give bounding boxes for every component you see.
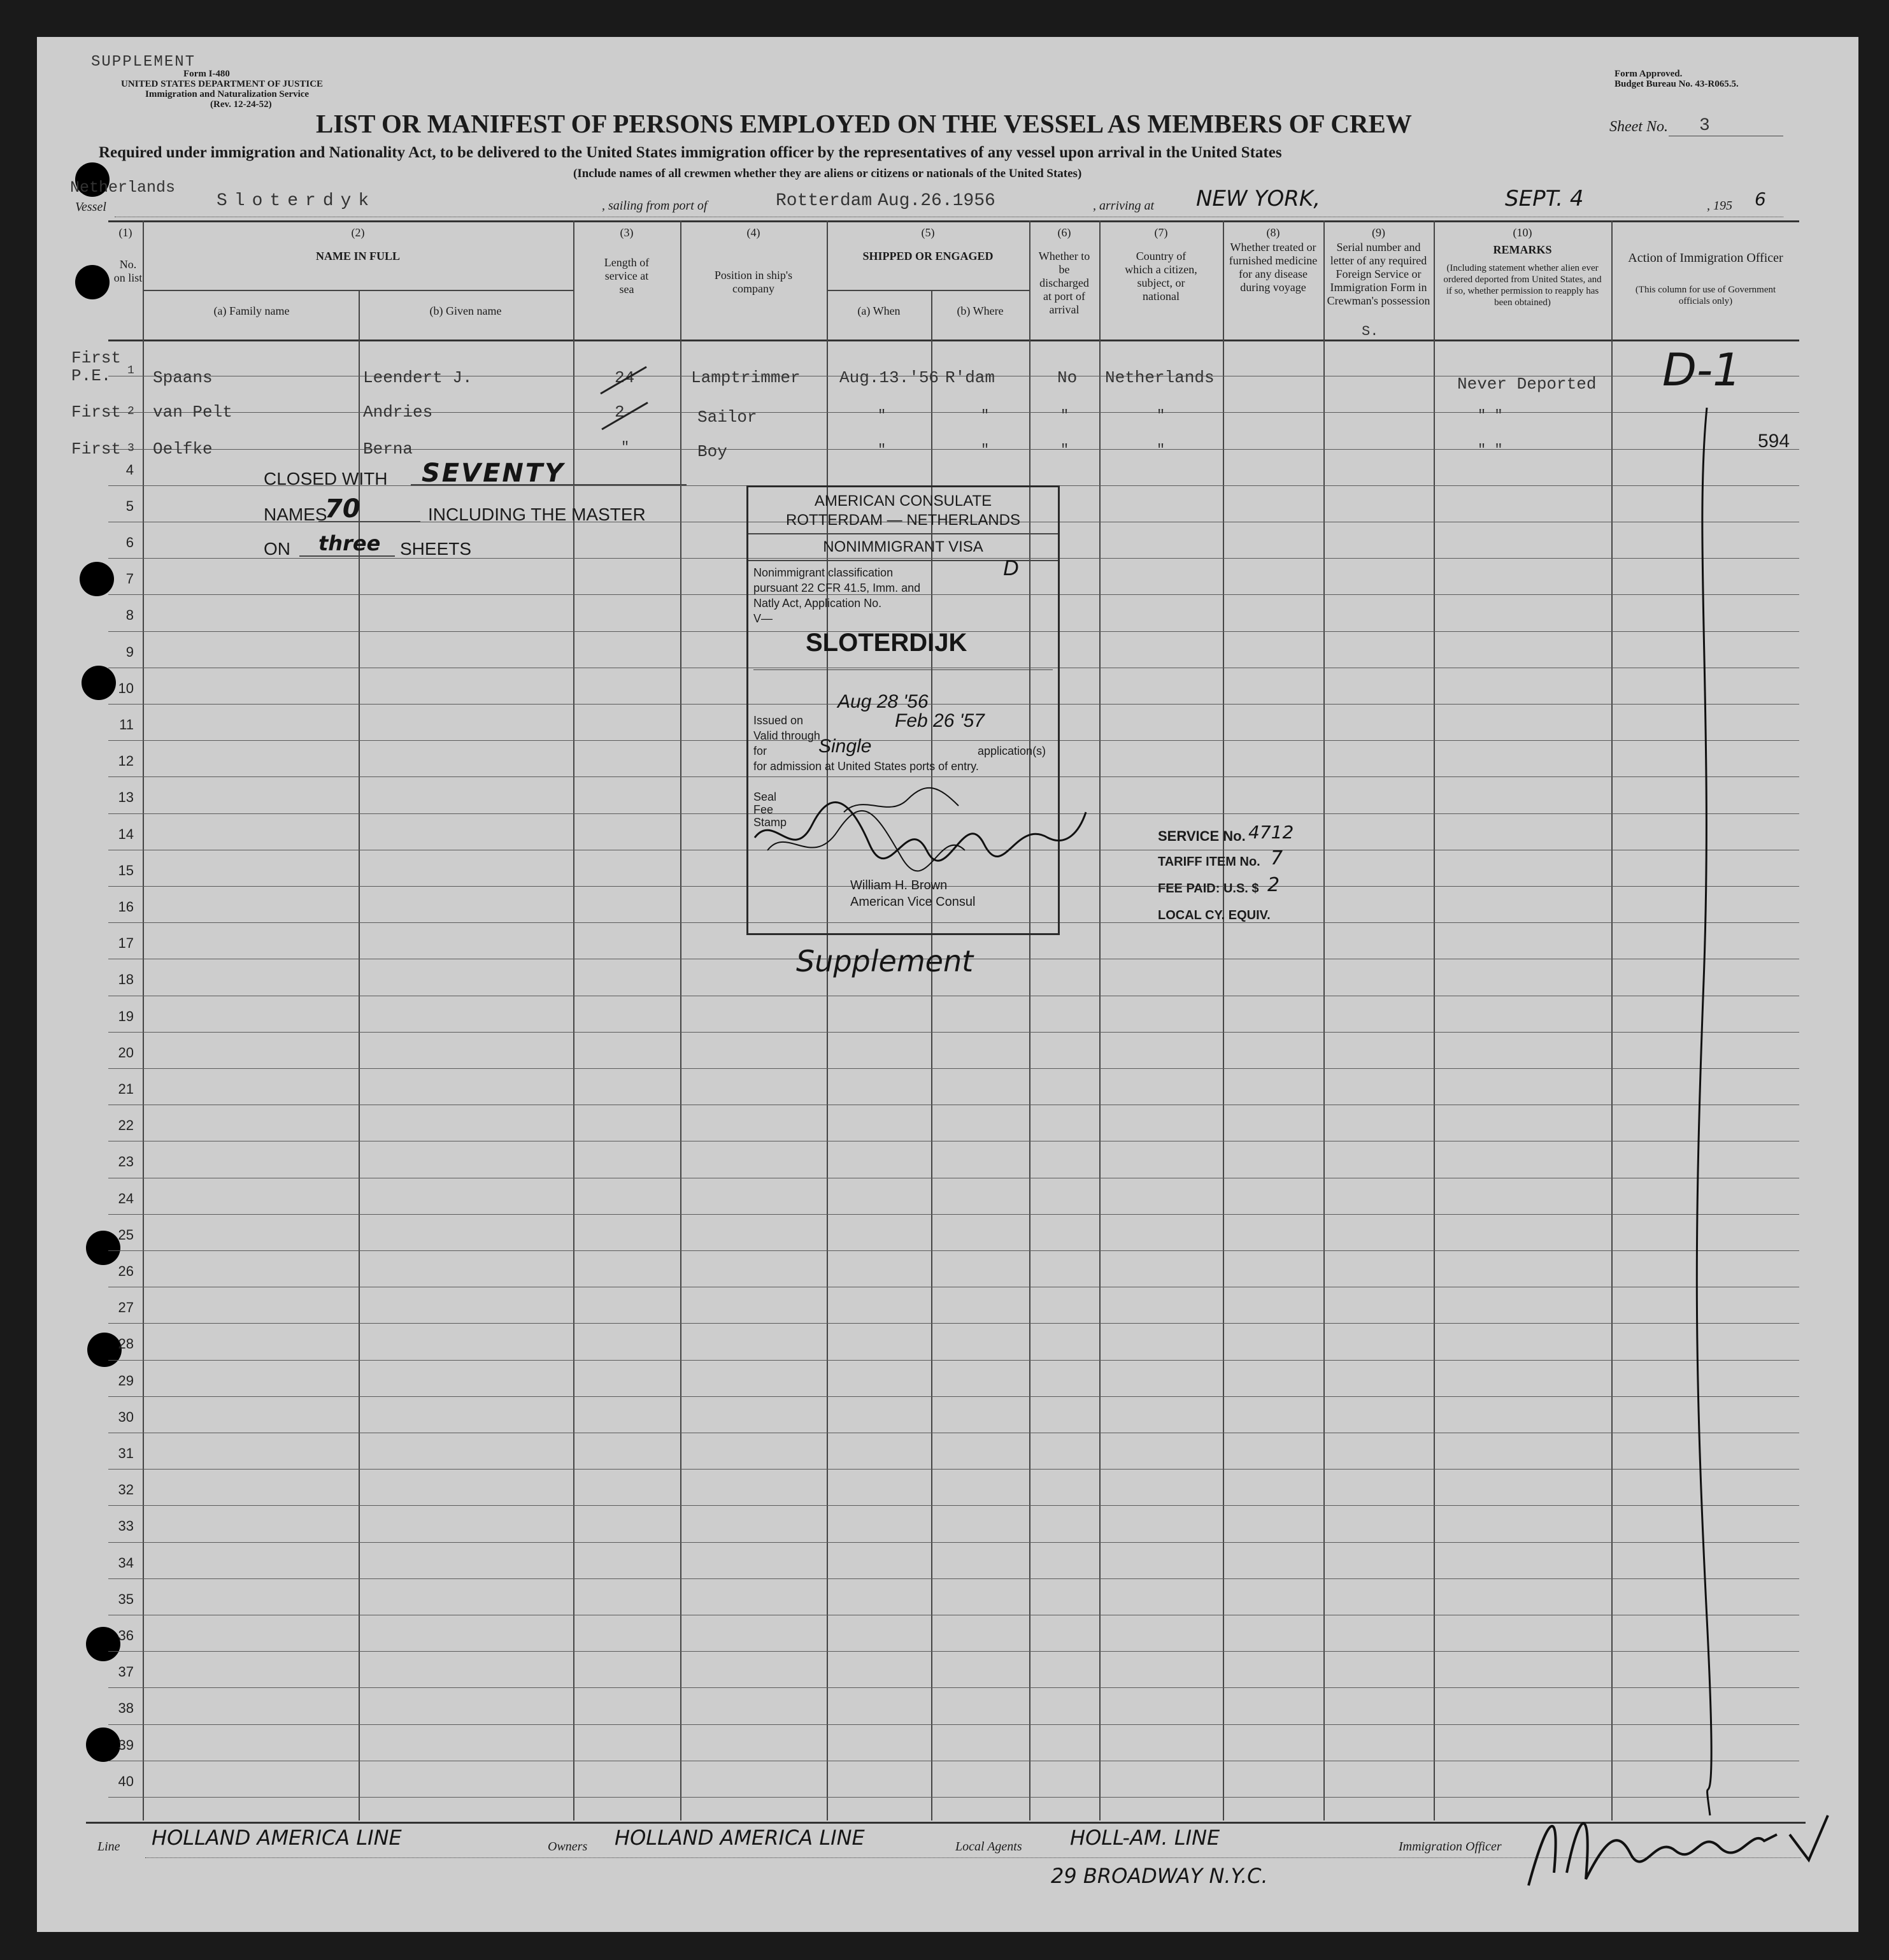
crew-family-name: van Pelt (153, 403, 232, 422)
stamp-fee: Fee (753, 803, 774, 816)
row-rule (108, 1542, 1799, 1543)
manifest-page (37, 37, 1858, 1932)
row-prefix: First (71, 440, 122, 459)
immigration-officer-label: Immigration Officer (1399, 1840, 1502, 1854)
service-no-label: SERVICE No. (1158, 828, 1246, 844)
stamp-issued: Aug 28 '56 (838, 691, 929, 712)
flag-country: Netherlands (70, 178, 176, 197)
stamp-vessel: SLOTERDIJK (806, 629, 967, 657)
stamp-applications: Single (818, 736, 872, 757)
row-number: 11 (119, 717, 134, 733)
row-rule (108, 1396, 1799, 1397)
year-prefix: , 195 (1707, 199, 1732, 213)
arriving-label: , arriving at (1093, 199, 1155, 213)
stamp-pursuant: pursuant 22 CFR 41.5, Imm. and (753, 582, 921, 594)
crew-country: Netherlands (1105, 368, 1215, 387)
including-master: INCLUDING THE MASTER (428, 504, 646, 524)
vessel-label: Vessel (75, 200, 106, 214)
stamp-for-label: for (753, 745, 767, 757)
subcol-given: (b) Given name (429, 304, 502, 317)
crew-discharged: " (1060, 442, 1069, 458)
row-number: 32 (118, 1482, 134, 1498)
crew-given-name: Leendert J. (363, 368, 473, 387)
row-number: 36 (118, 1627, 134, 1643)
row-number: 7 (125, 571, 134, 587)
crew-given-name: Berna (363, 440, 413, 459)
immigration-officer-signature (1509, 1790, 1841, 1905)
officer-bracket-line (1681, 408, 1720, 1822)
col-head-remarks: REMARKS (1493, 243, 1552, 256)
row-number: 18 (118, 971, 134, 988)
row-number: 15 (118, 862, 134, 878)
sheets-count: three (318, 531, 381, 555)
form-number: Form I-480 (183, 69, 230, 79)
row-number: 3 (127, 442, 134, 455)
crew-when: " (878, 442, 887, 458)
col-num-10: (10) (1513, 226, 1532, 239)
row-number: 35 (118, 1591, 134, 1607)
officer-code: D-1 (1662, 344, 1741, 396)
crew-when: " (878, 408, 887, 424)
crew-service: 24 (615, 368, 635, 387)
stamp-stamp: Stamp (753, 816, 787, 829)
budget-bureau: Budget Bureau No. 43-R065.5. (1615, 79, 1739, 89)
subcol-when: (a) When (857, 304, 901, 317)
revision: (Rev. 12-24-52) (210, 99, 272, 110)
stamp-valid-label: Valid through (753, 729, 820, 742)
row-number: 5 (125, 497, 134, 514)
row-number: 39 (118, 1736, 134, 1753)
row-number: 2 (127, 405, 134, 418)
sailing-date: Aug.26.1956 (878, 191, 995, 211)
stamp-valid: Feb 26 '57 (895, 710, 985, 731)
col-head-country: Country of which a citizen, subject, or national (1125, 250, 1197, 303)
crew-country: " (1157, 408, 1165, 424)
crew-where: R'dam (945, 368, 995, 387)
col-num-8: (8) (1266, 226, 1280, 239)
crew-where: " (981, 408, 990, 424)
subcol-where: (b) Where (957, 304, 1004, 317)
tariff-no: 7 (1271, 847, 1283, 869)
row-prefix: First (71, 403, 122, 422)
row-rule (108, 1032, 1799, 1033)
sheet-label: Sheet No. (1609, 118, 1668, 135)
stamp-v: V— (753, 612, 773, 625)
row-number: 34 (118, 1554, 134, 1571)
subcol-family: (a) Family name (213, 304, 290, 317)
row-number: 28 (118, 1336, 134, 1352)
row-rule (108, 1068, 1799, 1069)
row-number: 23 (118, 1154, 134, 1170)
row-number: 37 (118, 1664, 134, 1680)
page-reference: 594 (1758, 431, 1790, 452)
service-strike-marks (595, 363, 659, 465)
stamp-visa-type: NONIMMIGRANT VISA (823, 538, 983, 555)
page-subtitle-2: (Include names of all crewmen whether they are aliens or citizens or nationals of the United States) (573, 167, 1082, 180)
row-rule (108, 1469, 1799, 1470)
stamp-classification-label: Nonimmigrant classification (753, 566, 894, 579)
page-title: LIST OR MANIFEST OF PERSONS EMPLOYED ON THE VESSEL AS MEMBERS OF CREW (316, 109, 1412, 138)
row-number: 4 (125, 461, 134, 478)
agents-address: 29 BROADWAY N.Y.C. (1051, 1864, 1268, 1888)
row-number: 30 (118, 1408, 134, 1425)
agents-label: Local Agents (955, 1840, 1022, 1854)
officer-note: (This column for use of Government officials only) (1635, 285, 1776, 306)
crew-service: 2 (615, 403, 625, 422)
arrival-port: NEW YORK, (1196, 186, 1321, 211)
row-rule (108, 1724, 1799, 1725)
col-head-serial: Serial number and letter of any required Foreign Service or Immigration Form in Crewman's possession (1327, 241, 1430, 307)
service-name: Immigration and Naturalization Service (145, 89, 310, 99)
crew-discharged: " (1060, 408, 1069, 424)
crew-remarks: " " (1478, 442, 1503, 458)
crew-family-name: Oelfke (153, 440, 213, 459)
col-head-service: Length of service at sea (604, 256, 650, 296)
row-rule (108, 412, 1799, 413)
closed-with-label: CLOSED WITH (264, 469, 388, 489)
row-rule (108, 1323, 1799, 1324)
stamp-consulate: AMERICAN CONSULATE (814, 492, 992, 510)
stamp-officer-title: American Vice Consul (850, 895, 976, 909)
crew-discharged: No (1057, 368, 1078, 387)
row-rule (108, 1651, 1799, 1652)
row-number: 26 (118, 1263, 134, 1279)
closed-count-number: 70 (325, 494, 360, 524)
punch-hole (75, 265, 110, 299)
row-number: 22 (118, 1117, 134, 1134)
row-number: 25 (118, 1226, 134, 1243)
arrival-date: SEPT. 4 (1505, 186, 1584, 211)
visa-stamp (746, 485, 1060, 935)
year-suffix: 6 (1755, 189, 1766, 210)
stamp-act: Natly Act, Application No. (753, 597, 882, 610)
row-number: 21 (118, 1081, 134, 1097)
row-number: 13 (118, 789, 134, 806)
col-head-no: No. on list (113, 258, 143, 284)
col-num-5: (5) (921, 226, 935, 239)
col-num-9: (9) (1372, 226, 1385, 239)
service-no: 4712 (1248, 822, 1294, 843)
crew-country: " (1157, 442, 1165, 458)
row-rule (108, 1250, 1799, 1251)
line-label: Line (97, 1840, 120, 1854)
row-number: 6 (125, 534, 134, 550)
stamp-officer-name: William H. Brown (850, 878, 948, 892)
fee-paid: 2 (1267, 874, 1280, 896)
row-number: 33 (118, 1518, 134, 1534)
row-number: 38 (118, 1700, 134, 1717)
stamp-city: ROTTERDAM — NETHERLANDS (785, 511, 1021, 529)
row-rule (108, 449, 1799, 450)
department: UNITED STATES DEPARTMENT OF JUSTICE (121, 79, 324, 89)
row-rule (108, 1505, 1799, 1506)
col-num-1: (1) (118, 226, 132, 239)
owners-label: Owners (548, 1840, 588, 1854)
row-number: 9 (125, 643, 134, 660)
col-head-shipped: SHIPPED OR ENGAGED (862, 250, 994, 262)
table-top-rule (108, 220, 1799, 222)
col-num-3: (3) (620, 226, 634, 239)
row-rule (108, 1214, 1799, 1215)
row-number: 20 (118, 1044, 134, 1061)
owners-name: HOLLAND AMERICA LINE (615, 1826, 865, 1850)
stamp-admission: for admission at United States ports of entry. (753, 760, 979, 773)
form-approved: Form Approved. (1615, 69, 1683, 79)
row-number: 10 (118, 680, 134, 696)
row-number: 14 (118, 826, 134, 842)
sheets-label: SHEETS (400, 539, 472, 559)
supplement-annotation: Supplement (796, 944, 974, 978)
row-number: 8 (125, 607, 134, 624)
remarks-note: (Including statement whether alien ever ordered deported from United States, and if so, whether permission to reapply has been obtained) (1443, 263, 1602, 308)
crew-family-name: Spaans (153, 368, 213, 387)
crew-when: Aug.13.'56 (839, 368, 939, 387)
row-number: 16 (118, 899, 134, 915)
fee-paid-label: FEE PAID: U.S. $ (1158, 882, 1259, 896)
row-number: 27 (118, 1299, 134, 1316)
row-rule (108, 1578, 1799, 1579)
row-number: 19 (118, 1008, 134, 1024)
row-number: 17 (118, 935, 134, 952)
crew-where: " (981, 442, 990, 458)
col-head-officer: Action of Immigration Officer (1628, 251, 1783, 265)
crew-remarks: " " (1478, 408, 1503, 424)
stamp-classification: D (1003, 556, 1019, 580)
col-head-discharged: Whether to be discharged at port of arrival (1038, 250, 1090, 316)
row-number: 31 (118, 1445, 134, 1461)
col-num-6: (6) (1057, 226, 1071, 239)
crew-position: Sailor (697, 408, 757, 427)
sailing-label: , sailing from port of (602, 199, 708, 213)
serial-mark: S. (1362, 324, 1379, 340)
vessel-name: Sloterdyk (217, 191, 376, 211)
crew-position: Lamptrimmer (691, 368, 801, 387)
crew-remarks: Never Deported (1457, 375, 1597, 394)
names-label: NAMES (264, 504, 327, 524)
stamp-seal: Seal (753, 790, 777, 803)
line-name: HOLLAND AMERICA LINE (152, 1826, 402, 1850)
col-num-4: (4) (746, 226, 760, 239)
row-number: 40 (118, 1773, 134, 1789)
sheet-number: 3 (1699, 116, 1710, 136)
local-equiv-label: LOCAL CY. EQUIV. (1158, 908, 1271, 922)
col-num-2: (2) (351, 226, 365, 239)
row-rule (108, 1687, 1799, 1688)
row-number: 12 (118, 753, 134, 769)
col-head-position: Position in ship's company (714, 269, 793, 295)
row-number: 24 (118, 1190, 134, 1206)
row-rule (108, 1360, 1799, 1361)
closed-count-words: SEVENTY (422, 459, 566, 488)
row-number: 29 (118, 1372, 134, 1389)
departure-port: Rotterdam (776, 191, 873, 211)
consul-signature (748, 774, 1092, 889)
page-subtitle: Required under immigration and Nationality Act, to be delivered to the United States immigration officer by the representatives of any vessel upon arrival in the United States (99, 144, 1282, 161)
col-head-medicine: Whether treated or furnished medicine for any disease during voyage (1229, 241, 1318, 294)
crew-position: Boy (697, 442, 727, 461)
col-head-name: NAME IN FULL (315, 250, 400, 262)
row-prefix: First P.E. (71, 348, 122, 385)
supplement-stamp: SUPPLEMENT (91, 54, 196, 71)
crew-given-name: Andries (363, 403, 433, 422)
tariff-label: TARIFF ITEM No. (1158, 855, 1260, 869)
stamp-applications-label: application(s) (978, 745, 1046, 757)
on-label: ON (264, 539, 290, 559)
stamp-issued-label: Issued on (753, 714, 804, 727)
crew-service: " (621, 440, 630, 455)
agents-name: HOLL-AM. LINE (1070, 1826, 1220, 1850)
col-num-7: (7) (1154, 226, 1168, 239)
row-number: 1 (127, 364, 134, 377)
